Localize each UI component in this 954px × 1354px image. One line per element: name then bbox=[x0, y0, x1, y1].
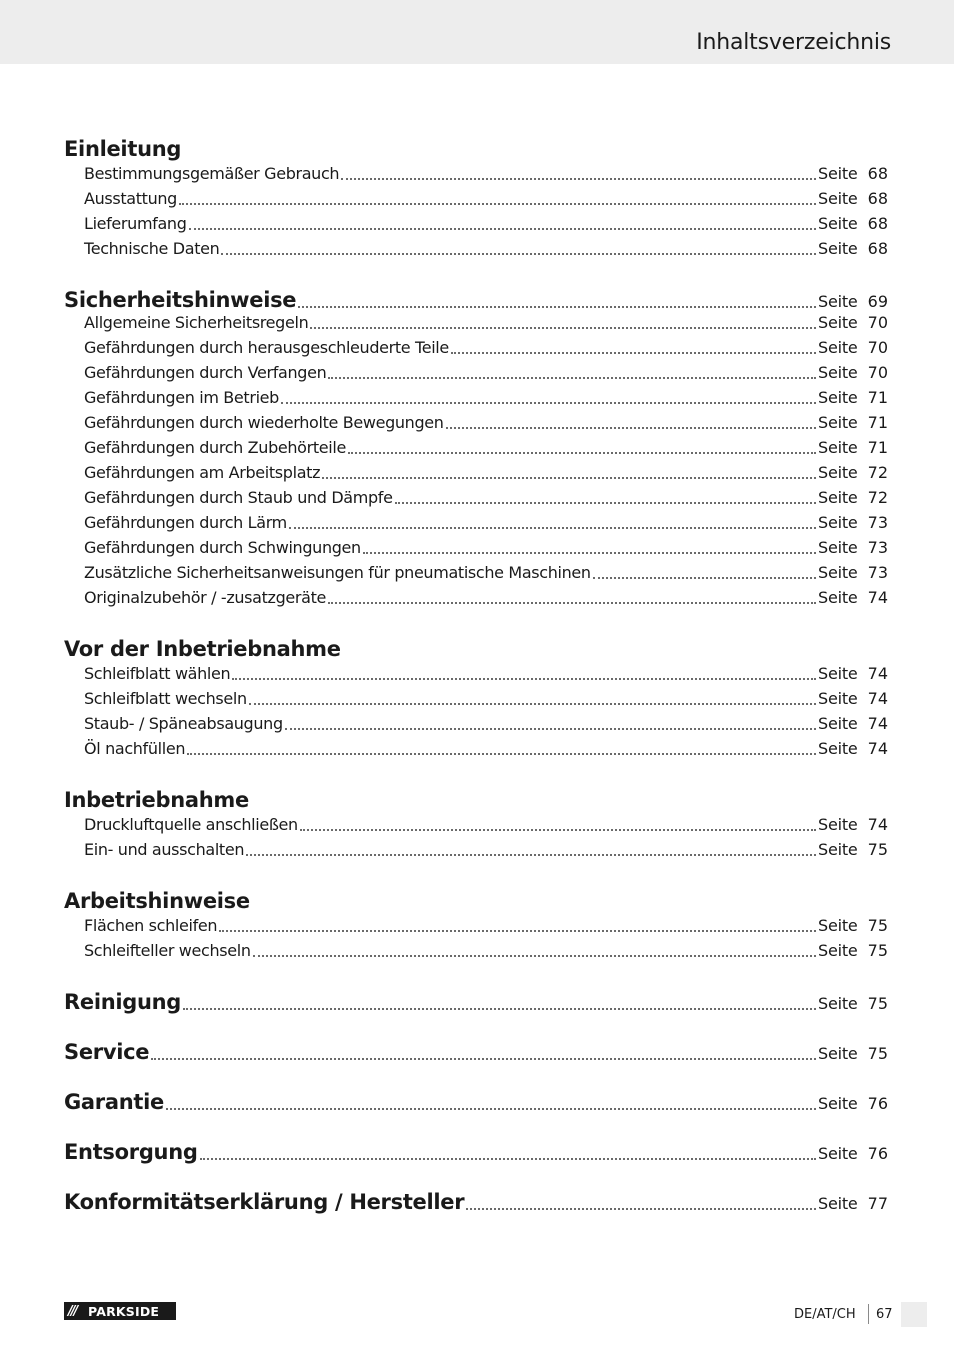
toc-page-label: Seite bbox=[818, 239, 858, 258]
toc-title: Schleifblatt wechseln bbox=[84, 689, 247, 708]
toc-entry[interactable] bbox=[84, 334, 888, 359]
toc-entry[interactable] bbox=[84, 434, 888, 459]
toc-leader-dots bbox=[200, 1158, 816, 1160]
toc-title: Gefährdungen durch wiederholte Bewegungen bbox=[84, 413, 444, 432]
toc-page-number: 68 bbox=[867, 239, 888, 258]
toc-page-number: 68 bbox=[867, 189, 888, 208]
parkside-logo bbox=[64, 1302, 176, 1320]
toc-title: Druckluftquelle anschließen bbox=[84, 815, 298, 834]
toc-page-number: 77 bbox=[867, 1194, 888, 1213]
toc-section-entry[interactable] bbox=[64, 1185, 888, 1215]
toc-page-label: Seite bbox=[818, 214, 858, 233]
toc-page-label: Seite bbox=[818, 1194, 858, 1213]
toc-page-label: Seite bbox=[818, 563, 858, 582]
toc-page-number: 75 bbox=[867, 1044, 888, 1063]
toc-title: Allgemeine Sicherheitsregeln bbox=[84, 313, 309, 332]
toc-title: Einleitung bbox=[64, 137, 182, 161]
toc-page-number: 71 bbox=[867, 388, 888, 407]
toc-page-number: 70 bbox=[867, 313, 888, 332]
toc-leader-dots bbox=[183, 1008, 816, 1010]
toc-section-heading[interactable] bbox=[64, 783, 888, 813]
toc-page-label: Seite bbox=[818, 941, 858, 960]
toc-page-label: Seite bbox=[818, 664, 858, 683]
toc-section-entry[interactable] bbox=[64, 1085, 888, 1115]
toc-title: Gefährdungen durch Schwingungen bbox=[84, 538, 361, 557]
toc-page-label: Seite bbox=[818, 689, 858, 708]
toc-leader-dots bbox=[249, 703, 816, 705]
toc-entry[interactable] bbox=[84, 235, 888, 260]
toc-title: Staub- / Späneabsaugung bbox=[84, 714, 283, 733]
footer-divider bbox=[868, 1304, 869, 1324]
toc-entry[interactable] bbox=[84, 811, 888, 836]
page-title: Inhaltsverzeichnis bbox=[696, 30, 891, 55]
toc-page-label: Seite bbox=[818, 1044, 858, 1063]
toc-page-number: 70 bbox=[867, 363, 888, 382]
toc-page-label: Seite bbox=[818, 1094, 858, 1113]
toc-page-number: 74 bbox=[867, 588, 888, 607]
toc-leader-dots bbox=[246, 854, 816, 856]
toc-leader-dots bbox=[189, 228, 816, 230]
logo-brand: PARKSIDE bbox=[88, 1303, 160, 1319]
toc-title: Arbeitshinweise bbox=[64, 889, 250, 913]
toc-leader-dots bbox=[281, 402, 816, 404]
toc-entry[interactable] bbox=[84, 660, 888, 685]
toc-leader-dots bbox=[289, 527, 816, 529]
toc-page-label: Seite bbox=[818, 363, 858, 382]
toc-title: Vor der Inbetriebnahme bbox=[64, 637, 341, 661]
toc-page-label: Seite bbox=[818, 840, 858, 859]
toc-entry[interactable] bbox=[84, 937, 888, 962]
toc-title: Gefährdungen am Arbeitsplatz bbox=[84, 463, 321, 482]
toc-page-label: Seite bbox=[818, 388, 858, 407]
toc-page-number: 75 bbox=[867, 941, 888, 960]
toc-title: Ein- und ausschalten bbox=[84, 840, 245, 859]
toc-entry[interactable] bbox=[84, 484, 888, 509]
toc-page-label: Seite bbox=[818, 815, 858, 834]
toc-leader-dots bbox=[285, 728, 816, 730]
toc-page-number: 71 bbox=[867, 438, 888, 457]
toc-leader-dots bbox=[310, 327, 816, 329]
toc-page-label: Seite bbox=[818, 189, 858, 208]
toc-title: Gefährdungen im Betrieb bbox=[84, 388, 279, 407]
toc-title: Schleifteller wechseln bbox=[84, 941, 251, 960]
toc-page-number: 68 bbox=[867, 214, 888, 233]
toc-title: Service bbox=[64, 1040, 150, 1064]
toc-page-label: Seite bbox=[818, 338, 858, 357]
toc-entry[interactable] bbox=[84, 359, 888, 384]
toc-entry[interactable] bbox=[84, 509, 888, 534]
toc-page-number: 72 bbox=[867, 463, 888, 482]
toc-leader-dots bbox=[341, 178, 816, 180]
toc-page-number: 69 bbox=[867, 292, 888, 311]
toc-page-number: 68 bbox=[867, 164, 888, 183]
toc-page-label: Seite bbox=[818, 739, 858, 758]
toc-leader-dots bbox=[187, 753, 816, 755]
toc-page-label: Seite bbox=[818, 413, 858, 432]
toc-title: Sicherheitshinweise bbox=[64, 288, 297, 312]
toc-leader-dots bbox=[322, 477, 816, 479]
toc-entry[interactable] bbox=[84, 309, 888, 334]
toc-section-entry[interactable] bbox=[64, 1035, 888, 1065]
toc-title: Ausstattung bbox=[84, 189, 177, 208]
toc-page-label: Seite bbox=[818, 463, 858, 482]
toc-page-number: 74 bbox=[867, 664, 888, 683]
toc-page-number: 72 bbox=[867, 488, 888, 507]
toc-title: Gefährdungen durch Staub und Dämpfe bbox=[84, 488, 393, 507]
toc-entry[interactable] bbox=[84, 710, 888, 735]
footer-page-number: 67 bbox=[876, 1307, 893, 1322]
toc-entry[interactable] bbox=[84, 685, 888, 710]
toc-entry[interactable] bbox=[84, 210, 888, 235]
toc-page-label: Seite bbox=[818, 916, 858, 935]
toc-title: Konformitätserklärung / Hersteller bbox=[64, 1190, 465, 1214]
toc-entry[interactable] bbox=[84, 160, 888, 185]
toc-title: Lieferumfang bbox=[84, 214, 187, 233]
toc-title: Öl nachfüllen bbox=[84, 739, 186, 758]
toc-section-heading[interactable] bbox=[64, 632, 888, 662]
logo-slashes: /// bbox=[68, 1303, 77, 1319]
toc-page-number: 73 bbox=[867, 538, 888, 557]
toc-title: Gefährdungen durch herausgeschleuderte Teile bbox=[84, 338, 449, 357]
toc-leader-dots bbox=[593, 577, 816, 579]
toc-page-number: 71 bbox=[867, 413, 888, 432]
toc-page-label: Seite bbox=[818, 588, 858, 607]
toc-entry[interactable] bbox=[84, 912, 888, 937]
toc-page-number: 75 bbox=[867, 994, 888, 1013]
toc-page-number: 74 bbox=[867, 714, 888, 733]
toc-page-label: Seite bbox=[818, 538, 858, 557]
toc-leader-dots bbox=[451, 352, 816, 354]
toc-leader-dots bbox=[221, 253, 816, 255]
toc-title: Entsorgung bbox=[64, 1140, 198, 1164]
footer-tab-marker bbox=[901, 1302, 927, 1327]
toc-leader-dots bbox=[328, 602, 816, 604]
toc-entry[interactable] bbox=[84, 384, 888, 409]
toc-leader-dots bbox=[466, 1208, 816, 1210]
toc-title: Bestimmungsgemäßer Gebrauch bbox=[84, 164, 340, 183]
toc-title: Gefährdungen durch Zubehörteile bbox=[84, 438, 346, 457]
toc-leader-dots bbox=[166, 1108, 816, 1110]
toc-title: Technische Daten bbox=[84, 239, 220, 258]
toc-page-label: Seite bbox=[818, 164, 858, 183]
toc-page-label: Seite bbox=[818, 714, 858, 733]
toc-page-label: Seite bbox=[818, 488, 858, 507]
toc-leader-dots bbox=[395, 502, 816, 504]
toc-title: Garantie bbox=[64, 1090, 164, 1114]
toc-title: Gefährdungen durch Verfangen bbox=[84, 363, 327, 382]
toc-leader-dots bbox=[446, 427, 816, 429]
toc-leader-dots bbox=[300, 829, 816, 831]
toc-section-entry[interactable] bbox=[64, 985, 888, 1015]
toc-leader-dots bbox=[232, 678, 816, 680]
toc-leader-dots bbox=[328, 377, 816, 379]
toc-title: Zusätzliche Sicherheitsanweisungen für pneumatische Maschinen bbox=[84, 563, 591, 582]
toc-entry[interactable] bbox=[84, 409, 888, 434]
toc-page-number: 76 bbox=[867, 1144, 888, 1163]
toc-page-number: 70 bbox=[867, 338, 888, 357]
toc-entry[interactable] bbox=[84, 559, 888, 584]
toc-leader-dots bbox=[219, 930, 816, 932]
toc-title: Reinigung bbox=[64, 990, 182, 1014]
toc-section-entry[interactable] bbox=[64, 1135, 888, 1165]
toc-entry[interactable] bbox=[84, 836, 888, 861]
toc-page-label: Seite bbox=[818, 1144, 858, 1163]
toc-page-number: 73 bbox=[867, 563, 888, 582]
toc-leader-dots bbox=[151, 1058, 816, 1060]
toc-entry[interactable] bbox=[84, 459, 888, 484]
toc-leader-dots bbox=[363, 552, 816, 554]
toc-page-number: 73 bbox=[867, 513, 888, 532]
toc-title: Flächen schleifen bbox=[84, 916, 218, 935]
toc-page-number: 75 bbox=[867, 916, 888, 935]
toc-page-label: Seite bbox=[818, 313, 858, 332]
toc-page-number: 74 bbox=[867, 815, 888, 834]
toc-section-heading[interactable] bbox=[64, 132, 888, 162]
toc-page-label: Seite bbox=[818, 438, 858, 457]
toc-page-number: 74 bbox=[867, 689, 888, 708]
toc-entry[interactable] bbox=[84, 735, 888, 760]
toc-title: Originalzubehör / -zusatzgeräte bbox=[84, 588, 326, 607]
toc-title: Gefährdungen durch Lärm bbox=[84, 513, 287, 532]
toc-page-label: Seite bbox=[818, 292, 858, 311]
toc-leader-dots bbox=[179, 203, 816, 205]
toc-page-number: 76 bbox=[867, 1094, 888, 1113]
toc-leader-dots bbox=[253, 955, 816, 957]
toc-title: Inbetriebnahme bbox=[64, 788, 249, 812]
toc-entry[interactable] bbox=[84, 584, 888, 609]
toc-section-heading[interactable] bbox=[64, 884, 888, 914]
toc-leader-dots bbox=[348, 452, 816, 454]
toc-page-label: Seite bbox=[818, 994, 858, 1013]
toc-entry[interactable] bbox=[84, 185, 888, 210]
toc-leader-dots bbox=[298, 306, 816, 308]
footer-region: DE/AT/CH bbox=[794, 1307, 856, 1322]
toc-page-number: 74 bbox=[867, 739, 888, 758]
toc-entry[interactable] bbox=[84, 534, 888, 559]
toc-title: Schleifblatt wählen bbox=[84, 664, 231, 683]
toc-page-number: 75 bbox=[867, 840, 888, 859]
toc-page-label: Seite bbox=[818, 513, 858, 532]
